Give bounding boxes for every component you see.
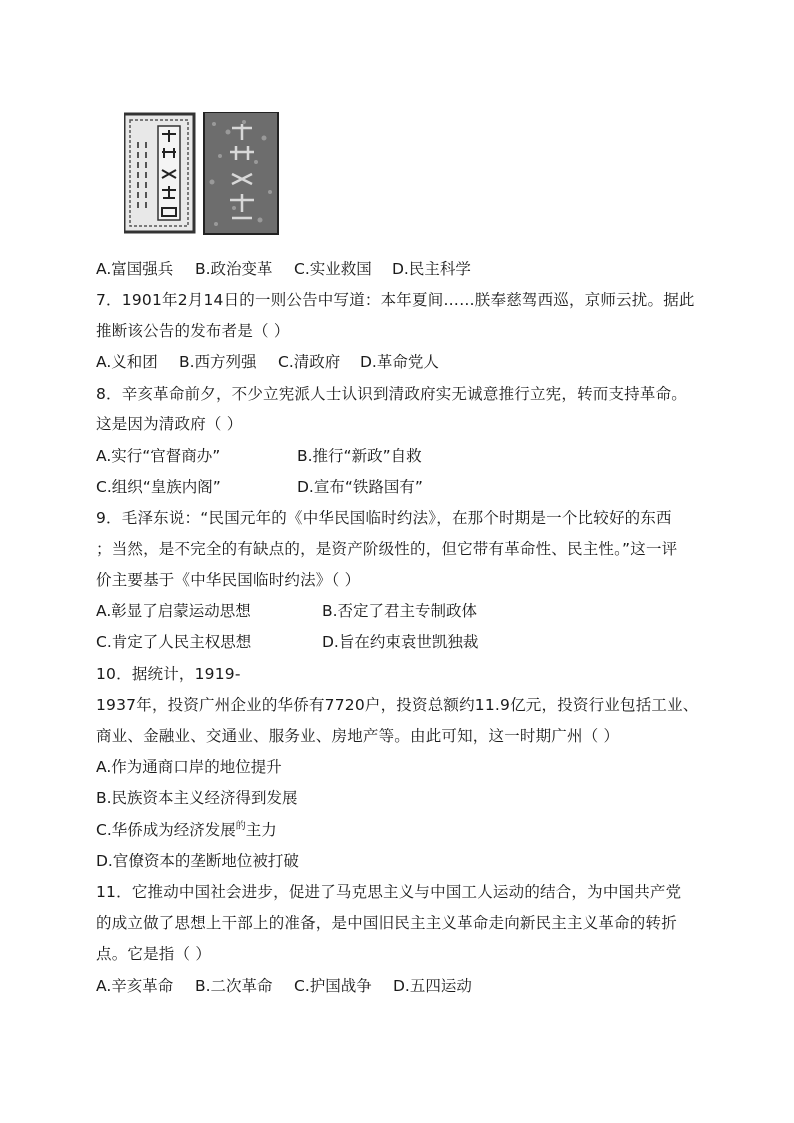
q8-stem-line2: 这是因为清政府（ ）: [96, 415, 243, 433]
q9-option-c: C.肯定了人民主权思想: [96, 633, 252, 651]
q8-option-d: D.宣布“铁路国有”: [297, 478, 423, 496]
q10-stem-line3: 商业、金融业、交通业、服务业、房地产等。由此可知，这一时期广州（ ）: [96, 727, 620, 745]
q11-option-d: D.五四运动: [393, 977, 472, 995]
q7-stem-line1: 7．1901年2月14日的一则公告中写道：本年夏间……朕奉慈驾西巡，京师云扰。据此: [96, 291, 695, 309]
old-book-covers-image: [124, 112, 280, 236]
q8-option-c: C.组织“皇族内阁”: [96, 478, 221, 496]
q9-option-d: D.旨在约束袁世凯独裁: [322, 633, 479, 651]
q8-stem-line1: 8．辛亥革命前夕，不少立宪派人士认识到清政府实无诚意推行立宪，转而支持革命。: [96, 385, 687, 403]
q7-option-d: D.革命党人: [360, 353, 439, 371]
q6-option-c: C.实业救国: [294, 260, 372, 278]
q11-option-b: B.二次革命: [195, 977, 273, 995]
q9-stem-line2: ；当然，是不完全的有缺点的，是资产阶级性的，但它带有革命性、民主性。”这一评: [96, 540, 678, 558]
q8-option-b: B.推行“新政”自救: [297, 447, 422, 465]
q10-option-a: A.作为通商口岸的地位提升: [96, 758, 282, 776]
q6-option-b: B.政治变革: [195, 260, 273, 278]
q10-option-c-sup: 的: [235, 820, 246, 832]
q7-option-a: A.义和团: [96, 353, 158, 371]
q11-stem-line1: 11．它推动中国社会进步，促进了马克思主义与中国工人运动的结合，为中国共产党: [96, 883, 682, 901]
q10-option-c-post: 主力: [245, 821, 277, 839]
q10-option-d: D.官僚资本的垄断地位被打破: [96, 852, 299, 870]
q9-stem-line3: 价主要基于《中华民国临时约法》（ ）: [96, 571, 361, 589]
q11-option-c: C.护国战争: [294, 977, 372, 995]
q10-option-c-pre: C.华侨成为经济发展: [96, 821, 236, 839]
q11-option-a: A.辛亥革命: [96, 977, 174, 995]
q8-option-a: A.实行“官督商办”: [96, 447, 221, 465]
q10-option-b: B.民族资本主义经济得到发展: [96, 789, 298, 807]
q7-stem-line2: 推断该公告的发布者是（ ）: [96, 322, 290, 340]
q10-option-c: [96, 820, 277, 840]
q9-stem-line1: 9．毛泽东说：“民国元年的《中华民国临时约法》，在那个时期是一个比较好的东西: [96, 509, 672, 527]
q10-stem-line2: 1937年，投资广州企业的华侨有7720户，投资总额约11.9亿元，投资行业包括工业、: [96, 696, 699, 714]
q6-option-d: D.民主科学: [392, 260, 471, 278]
q11-stem-line2: 的成立做了思想上干部上的准备，是中国旧民主主义革命走向新民主主义革命的转折: [96, 914, 677, 932]
q6-option-a: A.富国强兵: [96, 260, 174, 278]
q7-option-c: C.清政府: [278, 353, 341, 371]
q10-stem-line1: 10．据统计，1919-: [96, 665, 241, 683]
q9-option-a: A.彰显了启蒙运动思想: [96, 602, 251, 620]
q7-option-b: B.西方列强: [179, 353, 257, 371]
q11-stem-line3: 点。它是指（ ）: [96, 945, 212, 963]
q9-option-b: B.否定了君主专制政体: [322, 602, 478, 620]
